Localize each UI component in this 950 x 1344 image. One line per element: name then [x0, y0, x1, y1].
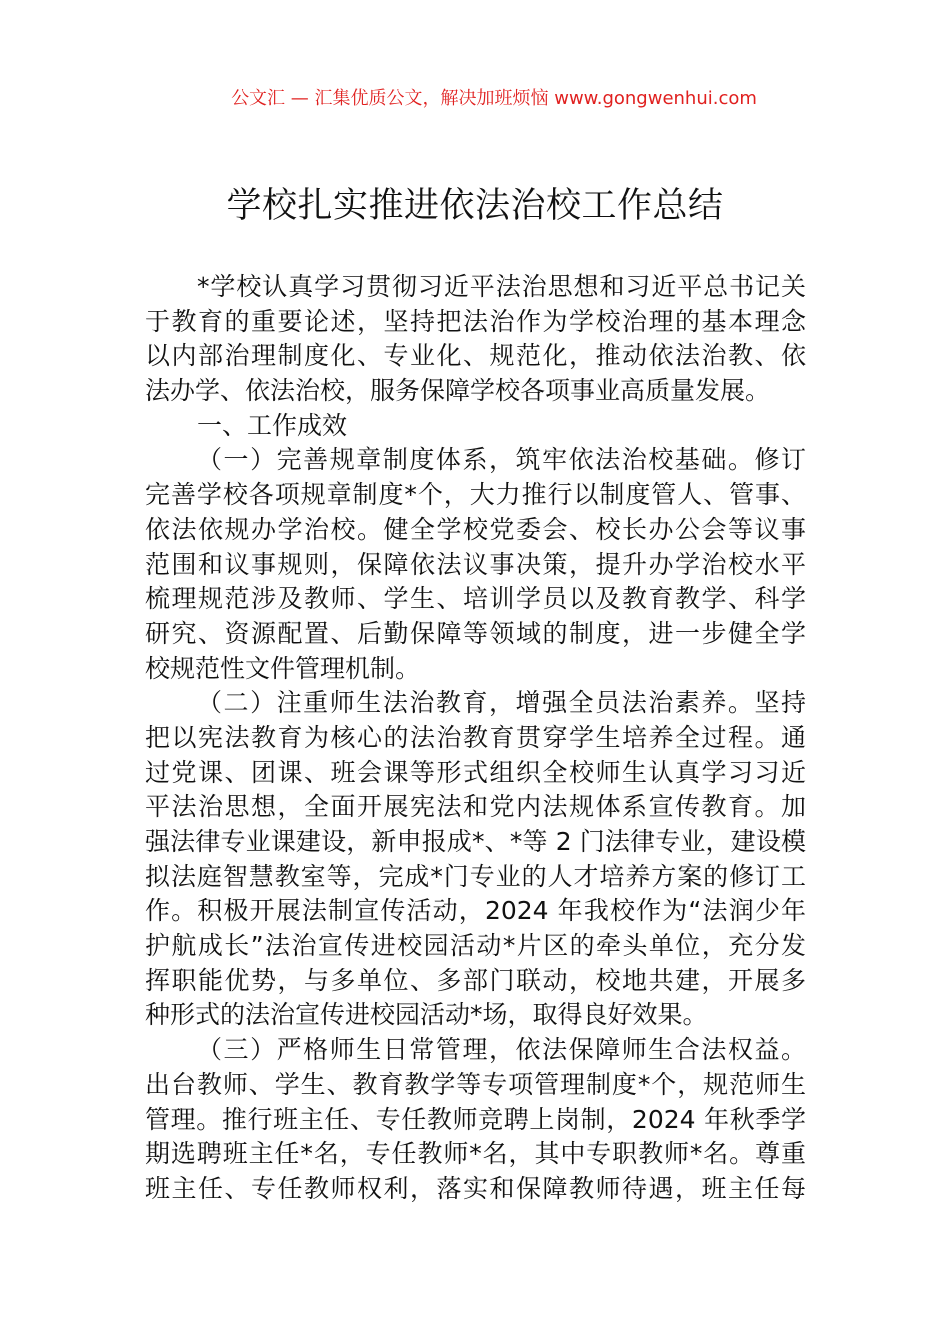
- text-line: 法办学、依法治校，服务保障学校各项事业高质量发展。: [145, 376, 771, 406]
- text-line: 班主任、专任教师权利，落实和保障教师待遇，班主任每: [145, 1173, 806, 1203]
- text-line: 把以宪法教育为核心的法治教育贯穿学生培养全过程。通: [145, 722, 806, 752]
- text-line: *学校认真学习贯彻习近平法治思想和习近平总书记关: [197, 272, 806, 301]
- text-line: （二）注重师生法治教育，增强全员法治素养。坚持: [197, 688, 806, 718]
- text-line: 梳理规范涉及教师、学生、培训学员以及教育教学、科学: [145, 584, 806, 614]
- text-line: 于教育的重要论述，坚持把法治作为学校治理的基本理念: [145, 306, 806, 336]
- text-line: 护航成长”法治宣传进校园活动*片区的牵头单位，充分发: [145, 931, 806, 961]
- text-line: 拟法庭智慧教室等，完成*门专业的人才培养方案的修订工: [145, 861, 806, 891]
- text-line: 范围和议事规则，保障依法议事决策，提升办学治校水平: [145, 549, 806, 579]
- document-title: 学校扎实推进依法治校工作总结: [226, 186, 724, 226]
- watermark-banner: 公文汇 — 汇集优质公文，解决加班烦恼 www.gongwenhui.com: [231, 88, 757, 109]
- text-line: 过党课、团课、班会课等形式组织全校师生认真学习习近: [145, 757, 806, 787]
- text-line: 完善学校各项规章制度*个，大力推行以制度管人、管事、: [145, 480, 806, 510]
- text-line: 挥职能优势，与多单位、多部门联动，校地共建，开展多: [145, 965, 806, 995]
- text-line: 种形式的法治宣传进校园活动*场，取得良好效果。: [145, 1000, 708, 1030]
- document-body: [145, 270, 806, 1207]
- text-line: 管理。推行班主任、专任教师竞聘上岗制，2024 年秋季学: [145, 1104, 806, 1134]
- text-line: 一、工作成效: [197, 410, 348, 440]
- text-line: 作。积极开展法制宣传活动，2024 年我校作为“法润少年: [145, 896, 806, 926]
- text-line: 依法依规办学治校。健全学校党委会、校长办公会等议事: [145, 514, 806, 544]
- text-line: 出台教师、学生、教育教学等专项管理制度*个，规范师生: [145, 1069, 806, 1099]
- text-line: （三）严格师生日常管理，依法保障师生合法权益。: [197, 1035, 806, 1065]
- text-line: （一）完善规章制度体系，筑牢依法治校基础。修订: [197, 445, 806, 475]
- text-line: 研究、资源配置、后勤保障等领域的制度，进一步健全学: [145, 618, 806, 648]
- text-line: 强法律专业课建设，新申报成*、*等 2 门法律专业，建设模: [145, 827, 806, 856]
- text-line: 以内部治理制度化、专业化、规范化，推动依法治教、依: [145, 341, 806, 371]
- text-line: 校规范性文件管理机制。: [145, 653, 421, 683]
- text-line: 平法治思想，全面开展宪法和党内法规体系宣传教育。加: [145, 792, 806, 822]
- text-line: 期选聘班主任*名，专任教师*名，其中专职教师*名。尊重: [145, 1139, 806, 1169]
